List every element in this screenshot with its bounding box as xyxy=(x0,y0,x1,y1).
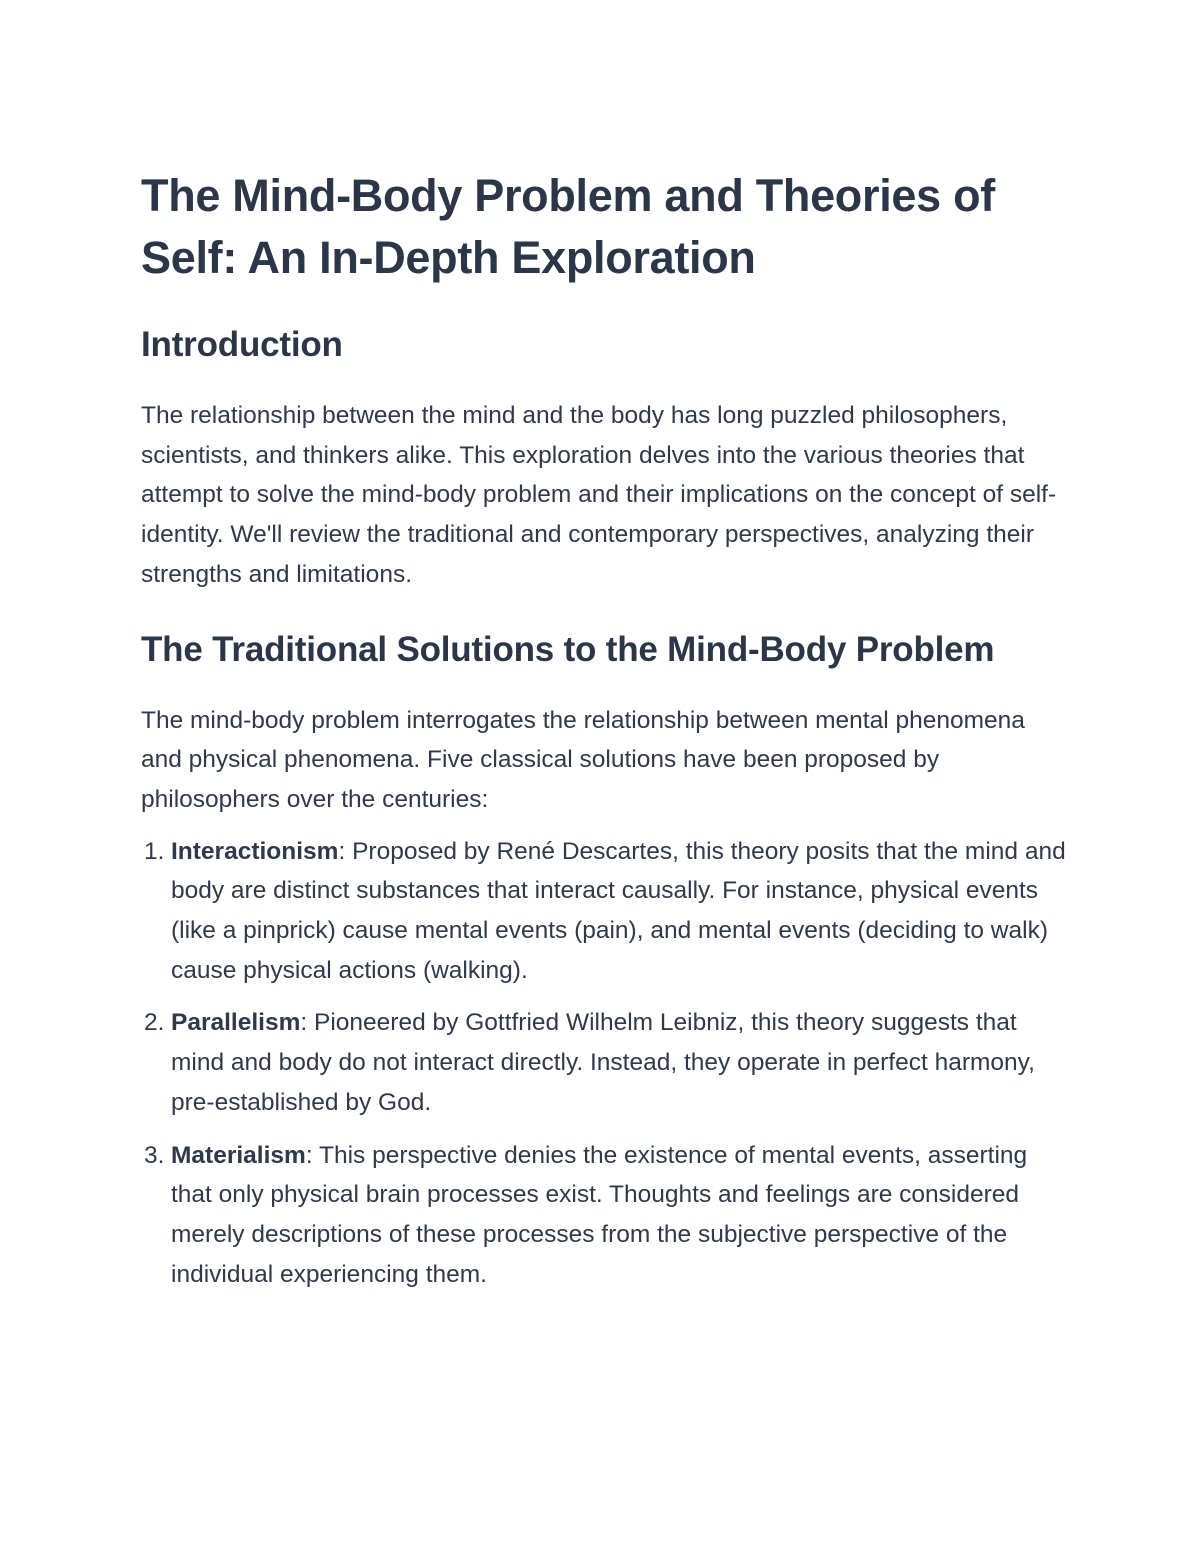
introduction-paragraph: The relationship between the mind and the body has long puzzled philosophers, scientists, and thinkers alike. This exploration delves into the various theories that attempt to solve the mind-body problem and their implications on the concept of self-identity. We'll review the traditional and contemporary perspectives, analyzing their strengths and limitations. xyxy=(141,402,1057,588)
list-item xyxy=(141,832,1071,991)
theories-list xyxy=(141,832,1071,1295)
section-heading-introduction: Introduction xyxy=(141,325,343,364)
document-page xyxy=(141,165,1071,1307)
list-item-description: : Proposed by René Descartes, this theory posits that the mind and body are distinct substances that interact causally. For instance, physical events (like a pinprick) cause mental events (pain), and mental events (deciding to walk) cause physical actions (walking). xyxy=(171,837,1066,984)
document-title: The Mind-Body Problem and Theories of Self: An In-Depth Exploration xyxy=(141,170,995,283)
list-item-number: 3. xyxy=(144,1141,165,1169)
list-item-term: Materialism xyxy=(171,1141,306,1169)
list-item-term: Interactionism xyxy=(171,837,339,865)
traditional-solutions-paragraph: The mind-body problem interrogates the relationship between mental phenomena and physical phenomena. Five classical solutions have been proposed by philosophers over the centuries: xyxy=(141,706,1025,813)
list-item xyxy=(141,1003,1071,1122)
list-item-term: Parallelism xyxy=(171,1009,301,1037)
list-item-description: : This perspective denies the existence of mental events, asserting that only physical brain processes exist. Thoughts and feelings are considered merely descriptions of these processes from the subjective perspective of the individual experiencing them. xyxy=(171,1141,1028,1288)
list-item-number: 2. xyxy=(144,1009,165,1037)
list-item-number: 1. xyxy=(144,837,165,865)
section-heading-traditional-solutions: The Traditional Solutions to the Mind-Body Problem xyxy=(141,629,995,669)
list-item-description: : Pioneered by Gottfried Wilhelm Leibniz, this theory suggests that mind and body do not interact directly. Instead, they operate in perfect harmony, pre-established by God. xyxy=(171,1009,1035,1116)
list-item xyxy=(141,1136,1071,1295)
